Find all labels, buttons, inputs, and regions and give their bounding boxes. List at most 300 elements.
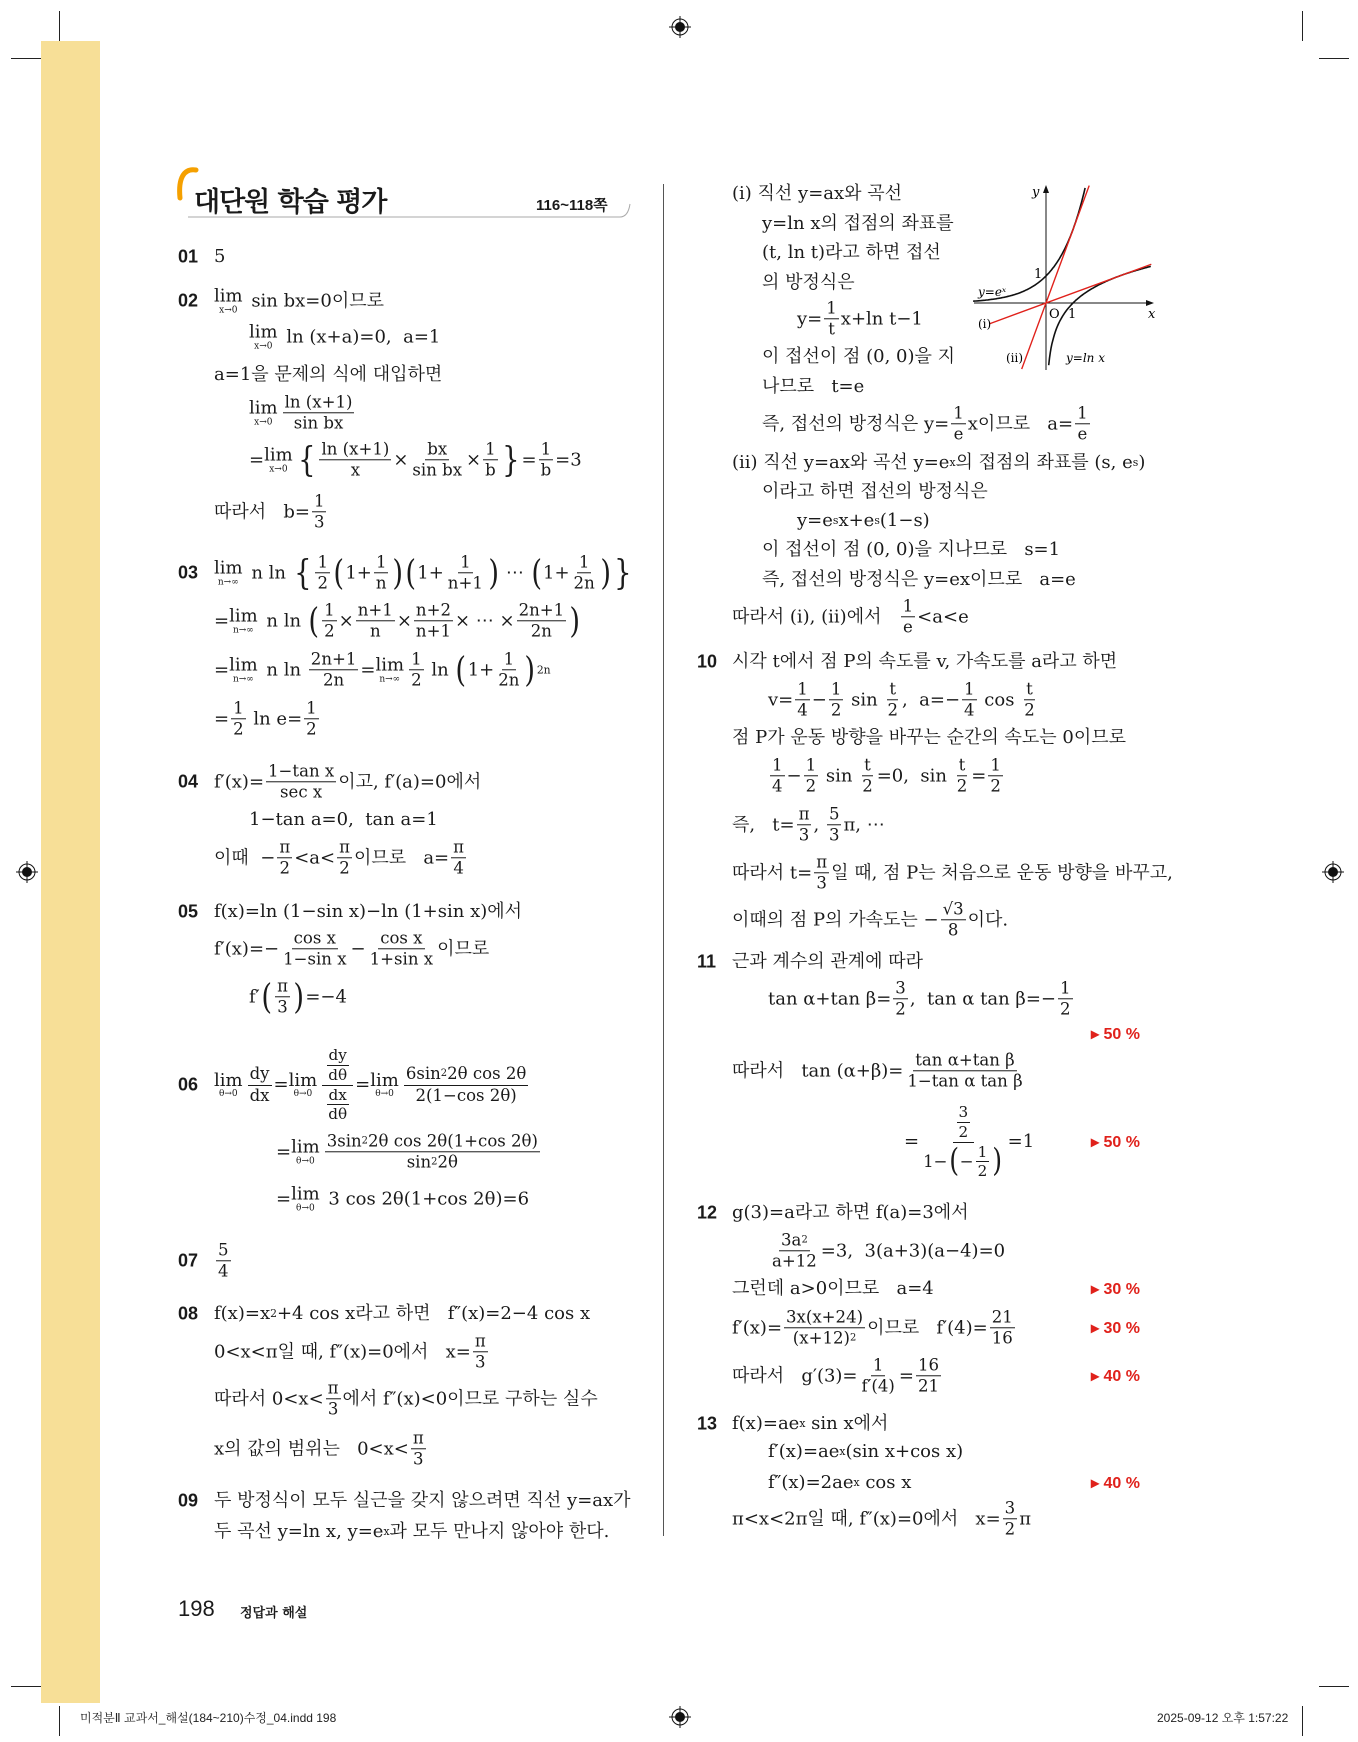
- denominator: [1058, 1000, 1073, 1019]
- bracket: ): [488, 552, 499, 593]
- numerator: [957, 756, 968, 776]
- fraction: [885, 680, 900, 719]
- math-text: b: [485, 460, 496, 480]
- fraction: [325, 1132, 540, 1171]
- question-number: 10: [697, 651, 718, 672]
- numerator: [539, 440, 554, 460]
- limit-subscript: θ→0: [375, 1089, 394, 1100]
- math-text: sin: [820, 765, 859, 787]
- fraction: [827, 805, 842, 844]
- math-text: 1: [977, 1142, 988, 1161]
- denominator: [990, 1329, 1015, 1348]
- math-text: 1+: [417, 562, 444, 584]
- math-text: π<x<2π일 때, f″(x)=0에서 x=: [732, 1508, 1001, 1530]
- math-text: 1: [830, 679, 842, 699]
- math-text: 1−tan α tan β: [907, 1071, 1023, 1091]
- numerator: [1024, 680, 1035, 700]
- fraction: [483, 440, 498, 479]
- fraction: [216, 1241, 231, 1280]
- fraction: [277, 838, 292, 877]
- math-text: 2: [805, 776, 817, 796]
- numerator: [275, 977, 290, 997]
- fraction: [814, 853, 829, 892]
- math-text: 의 방정식은: [762, 272, 855, 294]
- math-text: 이므로: [437, 938, 490, 960]
- math-text: v=: [768, 689, 794, 711]
- answer-line: [762, 482, 988, 502]
- fraction: [322, 1047, 353, 1123]
- math-text: (1−s): [879, 510, 930, 532]
- answer-line: [797, 299, 923, 338]
- fraction: [829, 680, 844, 719]
- math-text: 이 접선이 점 (0, 0)을 지나므로 s=1: [762, 539, 1061, 561]
- answer-line: [214, 929, 489, 968]
- bracket: (: [455, 649, 467, 690]
- math-text: 1+: [467, 659, 495, 681]
- math-text: π: [277, 976, 288, 996]
- math-text: 4: [964, 700, 975, 720]
- fraction: [539, 440, 554, 479]
- math-text: 2n: [322, 670, 345, 690]
- denominator: [496, 671, 521, 690]
- crop-mark: [11, 58, 41, 59]
- math-text: 2n: [573, 573, 595, 593]
- denominator: [770, 1252, 819, 1271]
- math-text: −: [959, 1151, 974, 1171]
- math-text: cos x: [380, 928, 423, 948]
- math-text: 1: [540, 439, 552, 459]
- math-text: 2: [862, 776, 873, 796]
- numerator: [829, 680, 844, 700]
- question-number: 09: [178, 1490, 199, 1511]
- fraction: [411, 1429, 426, 1468]
- math-text: =: [904, 1131, 920, 1153]
- math-text: 1: [964, 679, 975, 699]
- limit: [264, 446, 293, 475]
- bracket: ): [391, 552, 403, 593]
- math-text: 이므로 a=: [354, 847, 450, 869]
- fraction: [784, 1308, 865, 1347]
- fraction: [893, 979, 908, 1018]
- answer-line: [732, 853, 1173, 892]
- fraction: [804, 756, 819, 795]
- question-number: 12: [697, 1202, 718, 1223]
- answer-line: [214, 1491, 631, 1511]
- crop-mark: [1319, 1686, 1349, 1687]
- answer-line: [249, 977, 347, 1016]
- answer-line: [732, 453, 1145, 473]
- math-text: 1: [317, 552, 328, 572]
- denominator: [826, 320, 837, 339]
- score-percent: ▸ 30 %: [1091, 1320, 1140, 1337]
- superscript: x: [799, 1417, 806, 1431]
- score-percent: ▸ 40 %: [1091, 1368, 1140, 1385]
- math-text: n ln: [260, 659, 307, 681]
- page-range: 116~118쪽: [536, 197, 608, 214]
- answer-line: [762, 214, 954, 234]
- math-text: f(x)=ae: [732, 1413, 800, 1435]
- numerator: [304, 699, 319, 719]
- column-divider: [663, 184, 664, 1536]
- math-text: b: [540, 460, 552, 480]
- numerator: [458, 553, 473, 573]
- answer-line: [797, 511, 930, 531]
- math-text: 1: [375, 552, 387, 572]
- fraction: [319, 440, 391, 479]
- answer-line: [214, 553, 634, 592]
- numerator: [411, 1429, 426, 1449]
- bracket: (: [333, 552, 345, 593]
- limit-subscript: x→0: [269, 464, 288, 475]
- denominator: [410, 461, 464, 480]
- answer-line: [249, 323, 440, 352]
- numerator: [887, 680, 898, 700]
- math-text: (ⅰ) 직선 y=ax와 곡선: [732, 183, 903, 205]
- limit: [229, 656, 258, 685]
- superscript: 2: [440, 1067, 448, 1079]
- score-percent: ▸ 30 %: [1091, 1281, 1140, 1298]
- superscript: s: [832, 514, 839, 528]
- denominator: [988, 777, 1003, 796]
- numerator: [337, 838, 352, 858]
- math-text: e: [903, 617, 913, 637]
- math-text: 2: [324, 621, 335, 641]
- math-text: 2n: [498, 670, 520, 690]
- denominator: [804, 777, 819, 796]
- fraction: [795, 680, 810, 719]
- denominator: [281, 950, 348, 969]
- numerator: [425, 440, 449, 460]
- math-text: =: [898, 1365, 914, 1387]
- denominator: [473, 1353, 488, 1372]
- numerator: [327, 1087, 349, 1106]
- math-text: 0<x<π일 때, f″(x)=0에서 x=: [214, 1341, 471, 1363]
- math-text: 2: [306, 719, 317, 739]
- denominator: [326, 1066, 349, 1084]
- math-text: 따라서 (ⅰ), (ⅱ)에서: [732, 606, 899, 628]
- answer-line: [732, 1356, 943, 1395]
- answer-line: [732, 597, 969, 636]
- denominator: [946, 921, 961, 940]
- function-graph: [970, 182, 1160, 372]
- superscript: x: [853, 1476, 860, 1490]
- answer-line: [732, 952, 923, 972]
- math-text: 1: [872, 1355, 884, 1375]
- math-text: f′(x)=ae: [768, 1441, 840, 1463]
- fraction: [990, 1308, 1015, 1347]
- math-text: 의 접점의 좌표를 (s, e: [955, 452, 1133, 474]
- limit-word: lim: [375, 654, 405, 676]
- fraction: [326, 1087, 349, 1124]
- crop-mark: [59, 11, 60, 41]
- math-text: 이라고 하면 접선의 방정식은: [762, 481, 988, 503]
- fraction: [797, 805, 812, 844]
- denominator: [797, 826, 812, 845]
- bracket: ): [992, 1143, 1003, 1180]
- fraction: [1075, 404, 1090, 443]
- math-text: ln (x+1): [284, 392, 353, 412]
- answer-line: [214, 1429, 428, 1468]
- math-text: 따라서 g′(3)=: [732, 1365, 858, 1387]
- math-text: =: [273, 1074, 289, 1096]
- numerator: [319, 440, 391, 460]
- math-text: 2: [339, 858, 350, 878]
- fraction: [496, 650, 521, 689]
- math-text: 3: [798, 825, 810, 845]
- question-number: 11: [697, 951, 717, 972]
- math-text: dy: [249, 1064, 270, 1084]
- answer-line: [214, 650, 551, 689]
- math-text: y=ln x의 접점의 좌표를: [762, 213, 954, 235]
- math-text: π: [339, 837, 350, 857]
- math-text: 3a: [781, 1230, 802, 1250]
- fraction: [976, 1144, 990, 1181]
- math-text: sin bx=0이므로: [245, 290, 384, 312]
- limit-word: lim: [214, 557, 243, 579]
- math-text: 4: [453, 858, 464, 878]
- answer-line: [732, 1279, 934, 1299]
- math-text: 3: [958, 1103, 969, 1121]
- math-text: f″(x)=2ae: [768, 1472, 854, 1494]
- math-text: π: [1019, 1508, 1032, 1530]
- math-text: n ln: [245, 562, 292, 584]
- math-text: 따라서 0<x<: [214, 1388, 324, 1410]
- numerator: [266, 762, 336, 782]
- limit: [370, 1071, 399, 1100]
- denominator: [860, 1377, 897, 1396]
- answer-line: [214, 699, 321, 738]
- answer-line: [768, 1231, 1005, 1270]
- math-text: n+1: [415, 621, 451, 641]
- math-text: π: [412, 1428, 424, 1448]
- math-text: 3 cos 2θ(1+cos 2θ)=6: [322, 1188, 530, 1210]
- answer-line: [214, 1241, 233, 1280]
- limit-subscript: θ→0: [293, 1089, 313, 1100]
- y-axis-arrow-icon: [1043, 185, 1049, 193]
- denominator: [952, 425, 966, 444]
- math-text: =: [249, 449, 265, 471]
- math-text: dθ: [328, 1105, 348, 1124]
- math-text: 2: [279, 858, 291, 878]
- fraction: [451, 838, 466, 877]
- numerator: [953, 1104, 975, 1143]
- math-text: ×: [393, 449, 409, 471]
- superscript: 2: [849, 1332, 857, 1344]
- denominator: [275, 998, 290, 1017]
- math-text: =: [971, 765, 987, 787]
- denominator: [791, 1329, 859, 1348]
- fraction: [957, 1104, 971, 1141]
- math-text: 따라서 t=: [732, 862, 813, 884]
- denominator: [216, 1262, 231, 1281]
- answer-line: [762, 347, 955, 367]
- denominator: [916, 1377, 941, 1396]
- numerator: [957, 1104, 971, 1123]
- math-text: dθ: [328, 1065, 348, 1084]
- limit: [229, 607, 258, 636]
- math-text: 나므로 t=e: [762, 376, 865, 398]
- answer-line: [214, 838, 468, 877]
- fraction: [941, 900, 966, 939]
- math-text: 1: [1060, 978, 1071, 998]
- math-text: 1+sin x: [369, 949, 434, 969]
- numerator: [473, 1332, 488, 1352]
- score-percent-value: 40 %: [1103, 1475, 1140, 1492]
- math-text: −: [786, 765, 802, 787]
- math-text: 3: [277, 997, 288, 1017]
- bracket: (: [530, 552, 542, 593]
- answer-line: [214, 1379, 598, 1418]
- file-info: 미적분Ⅱ 교과서_해설(184~210)수정_04.indd 198: [80, 1711, 337, 1725]
- math-text: 3sin: [326, 1131, 362, 1151]
- bracket: }: [614, 552, 632, 593]
- numerator: [312, 492, 327, 512]
- numerator: [1003, 1499, 1018, 1519]
- denominator: [411, 1450, 426, 1469]
- denominator: [905, 1072, 1024, 1091]
- numerator: [871, 1356, 886, 1376]
- math-text: 1: [460, 552, 471, 572]
- denominator: [337, 859, 352, 878]
- math-text: x+ln t−1: [840, 308, 923, 330]
- math-text: (sin x+cos x): [845, 1441, 964, 1463]
- numerator: [414, 601, 453, 621]
- math-text: ln e=: [247, 708, 303, 730]
- fraction: [951, 404, 966, 443]
- math-text: 4: [218, 1261, 229, 1281]
- math-text: sin x에서: [805, 1413, 889, 1435]
- math-text: g(3)=a라고 하면 f(a)=3에서: [732, 1202, 969, 1224]
- limit-subscript: θ→0: [218, 1089, 238, 1100]
- denominator: [405, 1153, 460, 1172]
- fraction: [410, 440, 464, 479]
- math-text: x이므로 a=: [967, 413, 1074, 435]
- tangent-line-ii: [1022, 186, 1089, 369]
- y-axis-label: y: [1032, 185, 1040, 200]
- limit-subscript: x→0: [254, 417, 273, 428]
- math-text: sec x: [280, 782, 323, 802]
- answer-line: [732, 184, 902, 204]
- math-text: 2: [317, 573, 328, 593]
- crop-mark: [1319, 58, 1349, 59]
- math-text: 근과 계수의 관계에 따라: [732, 951, 924, 973]
- question-number: 02: [178, 290, 199, 311]
- page-number: 198: [178, 1596, 215, 1621]
- bracket: ): [600, 552, 611, 593]
- limit: [214, 287, 243, 316]
- denominator: [413, 1086, 518, 1105]
- math-text: =0, sin: [876, 765, 953, 787]
- numerator: [862, 756, 873, 776]
- registration-mark-icon: [1322, 861, 1344, 883]
- denominator: [955, 777, 970, 796]
- math-text: n ln: [260, 610, 307, 632]
- fraction: [356, 601, 395, 640]
- superscript: x: [383, 1525, 390, 1539]
- bracket: (: [948, 1143, 959, 1180]
- crop-mark: [11, 1686, 41, 1687]
- numerator: [901, 597, 916, 617]
- answer-line: [732, 1308, 1017, 1347]
- denominator: [304, 720, 319, 739]
- fraction: [860, 756, 875, 795]
- math-text: =: [360, 659, 376, 681]
- answer-line: [732, 805, 885, 844]
- math-text: π: [816, 852, 828, 872]
- math-text: 1−sin x: [283, 949, 347, 969]
- fraction: [572, 553, 597, 592]
- math-text: 이때 −: [214, 847, 276, 869]
- numerator: [277, 838, 292, 858]
- fraction: [326, 1047, 349, 1084]
- limit-word: lim: [214, 285, 243, 307]
- denominator: [349, 461, 362, 480]
- answer-line: [214, 601, 582, 640]
- math-text: f(x)=ln (1−sin x)−ln (1+sin x)에서: [214, 901, 523, 923]
- math-text: 3: [313, 512, 325, 532]
- math-text: sin: [406, 1152, 432, 1172]
- math-text: =−4: [305, 986, 347, 1008]
- question-number: 04: [178, 771, 199, 792]
- answer-line: [732, 1499, 1031, 1538]
- numerator: [1075, 404, 1090, 424]
- limit-word: lim: [291, 1183, 320, 1205]
- numerator: [315, 553, 330, 573]
- math-text: 1: [306, 698, 317, 718]
- math-text: 두 방정식이 모두 실근을 갖지 않으려면 직선 y=ax가: [214, 1490, 631, 1512]
- question-number: 07: [178, 1250, 199, 1271]
- math-text: 3: [413, 1449, 424, 1469]
- ln-curve-label: y=ln x: [1066, 351, 1105, 365]
- question-number: 03: [178, 562, 199, 583]
- math-text: 그런데 a>0이므로 a=4: [732, 1278, 934, 1300]
- math-text: 2: [887, 700, 898, 720]
- bracket: {: [297, 439, 316, 480]
- answer-line: [214, 1522, 609, 1542]
- timestamp: 2025-09-12 오후 1:57:22: [1157, 1711, 1289, 1725]
- numerator: [951, 404, 966, 424]
- numerator: [779, 1231, 810, 1251]
- math-text: 3: [327, 1399, 339, 1419]
- math-text: =: [355, 1074, 371, 1096]
- math-text: 즉, 접선의 방정식은 y=ex이므로 a=e: [762, 569, 1076, 591]
- fraction: [309, 650, 359, 689]
- denominator: [893, 1000, 908, 1019]
- math-text: ln: [425, 659, 455, 681]
- math-text: 1−tan x: [268, 761, 335, 781]
- math-text: t: [1026, 679, 1033, 699]
- fraction: [770, 756, 785, 795]
- math-text: =: [521, 449, 537, 471]
- math-text: dx: [249, 1085, 270, 1105]
- denominator: [829, 701, 844, 720]
- math-text: f′(x)=−: [214, 938, 280, 960]
- denominator: [860, 777, 875, 796]
- answer-line: [732, 1414, 888, 1434]
- math-text: 2: [830, 700, 842, 720]
- limit-word: lim: [214, 1069, 243, 1091]
- denominator: [1003, 1520, 1018, 1539]
- section-label: 정답과 해설: [240, 1606, 308, 1621]
- numerator: [378, 929, 424, 949]
- math-text: 3: [828, 825, 840, 845]
- math-text: n: [375, 573, 387, 593]
- math-text: t: [958, 755, 966, 775]
- denominator: [1022, 701, 1037, 720]
- score-percent-value: 50 %: [1103, 1134, 1140, 1151]
- fraction: [901, 597, 916, 636]
- answer-line: [214, 902, 522, 922]
